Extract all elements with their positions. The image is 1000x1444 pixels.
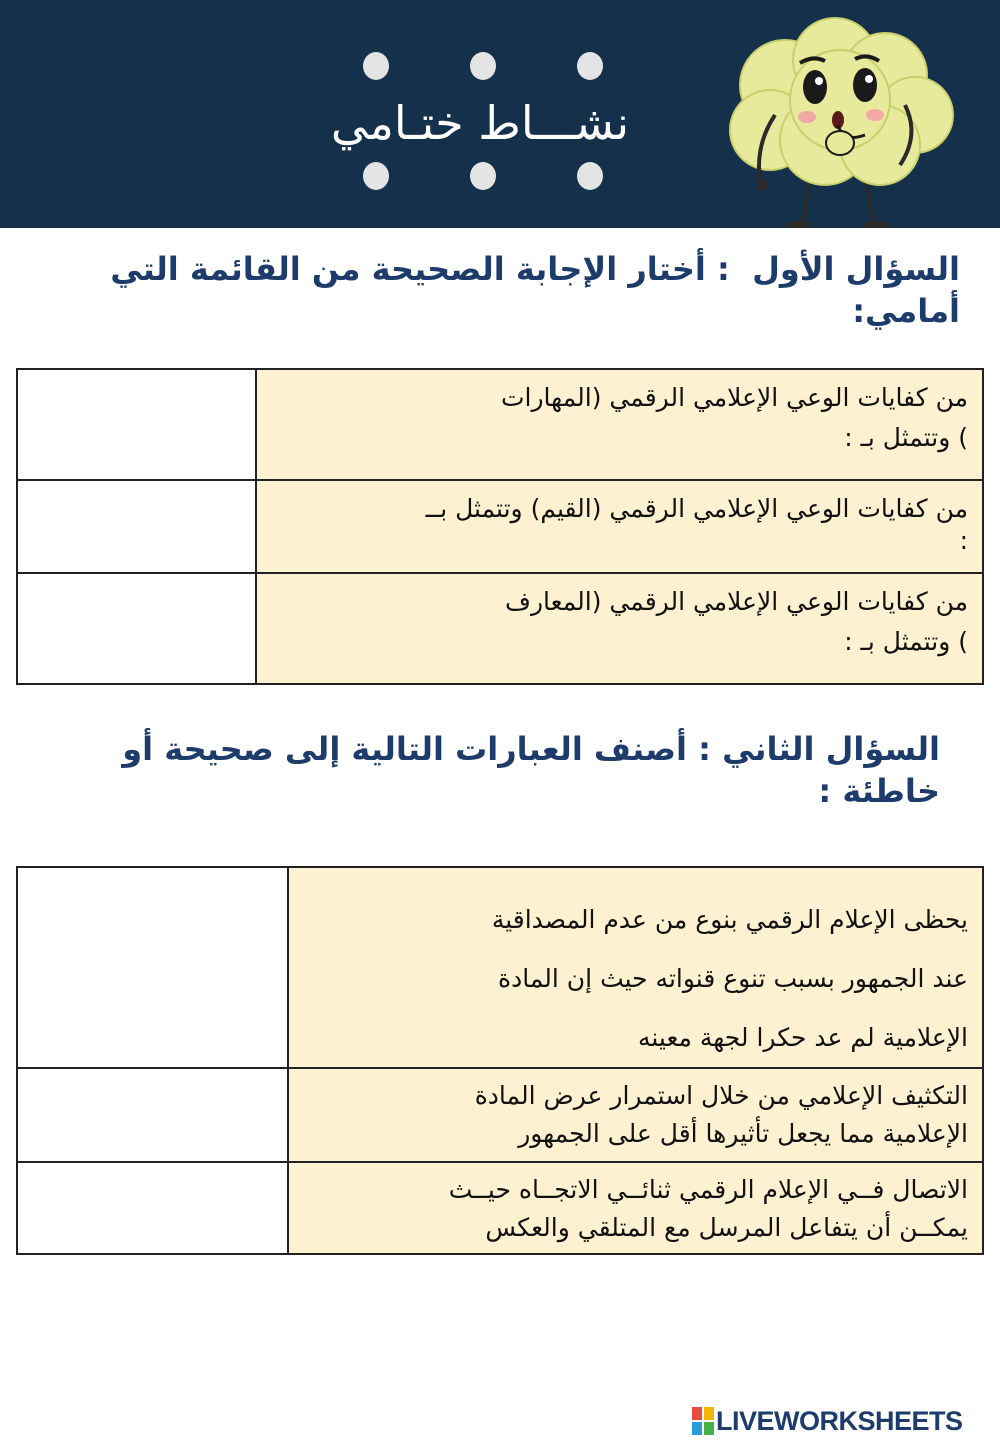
answer-field[interactable] (17, 369, 256, 480)
statement-line: التكثيف الإعلامي من خلال استمرار عرض المادة (474, 1081, 968, 1110)
statement-line: الإعلامية مما يجعل تأثيرها أقل على الجمهور (518, 1119, 968, 1148)
answer-field[interactable] (17, 1068, 288, 1162)
dot-icon (470, 52, 496, 80)
table-row (17, 573, 983, 684)
dot-icon (363, 162, 389, 190)
table-row (17, 1162, 983, 1254)
table-row (17, 369, 983, 480)
statement-line: ) وتتمثل بـ : (844, 423, 968, 452)
question-2-title: السؤال الثاني : أصنف العبارات التالية إلى صحيحة أو خاطئة : (122, 730, 940, 810)
statement-line: : (959, 526, 968, 555)
statement-cell (288, 1162, 983, 1254)
question-1-table (16, 368, 984, 685)
table-row (17, 480, 983, 573)
statement-cell (256, 480, 983, 573)
brand-name: LIVEWORKSHEETS (716, 1405, 963, 1436)
question-2-table (16, 866, 984, 1255)
liveworksheets-logo-icon (692, 1407, 714, 1435)
table-row (17, 867, 983, 1068)
statement-line: يحظى الإعلام الرقمي بنوع من عدم المصداقية (491, 905, 968, 934)
statement-line: الإعلامية لم عد حكرا لجهة معينه (637, 1023, 968, 1052)
statement-line: عند الجمهور بسبب تنوع قنواته حيث إن المادة (498, 964, 968, 993)
statement-cell (256, 573, 983, 684)
answer-field[interactable] (17, 480, 256, 573)
statement-cell (288, 1068, 983, 1162)
statement-line: من كفايات الوعي الإعلامي الرقمي (المهارات (501, 383, 968, 412)
table-row (17, 1068, 983, 1162)
statement-line: يمكــن أن يتفاعل المرسل مع المتلقي والعكس (485, 1213, 968, 1242)
liveworksheets-brand (692, 1404, 992, 1438)
answer-field[interactable] (17, 1162, 288, 1254)
statement-line: من كفايات الوعي الإعلامي الرقمي (القيم) وتتمثل بــ (425, 494, 968, 523)
dot-icon (363, 52, 389, 80)
statement-cell (256, 369, 983, 480)
dot-icon (577, 52, 603, 80)
statement-line: ) وتتمثل بـ : (844, 627, 968, 656)
statement-cell (288, 867, 983, 1068)
banner-title: نشـــاط ختـامي (330, 96, 630, 150)
brain-mascot-icon (715, 15, 965, 228)
question-1-title: السؤال الأول ‌ : أختار الإجابة الصحيحة من القائمة التي أمامي: (110, 250, 960, 330)
dot-icon (470, 162, 496, 190)
header-banner (0, 0, 1000, 228)
answer-field[interactable] (17, 573, 256, 684)
dot-icon (577, 162, 603, 190)
answer-field[interactable] (17, 867, 288, 1068)
statement-line: الاتصال فــي الإعلام الرقمي ثنائــي الاتجــاه حيــث (448, 1175, 968, 1204)
statement-line: من كفايات الوعي الإعلامي الرقمي (المعارف (505, 587, 968, 616)
